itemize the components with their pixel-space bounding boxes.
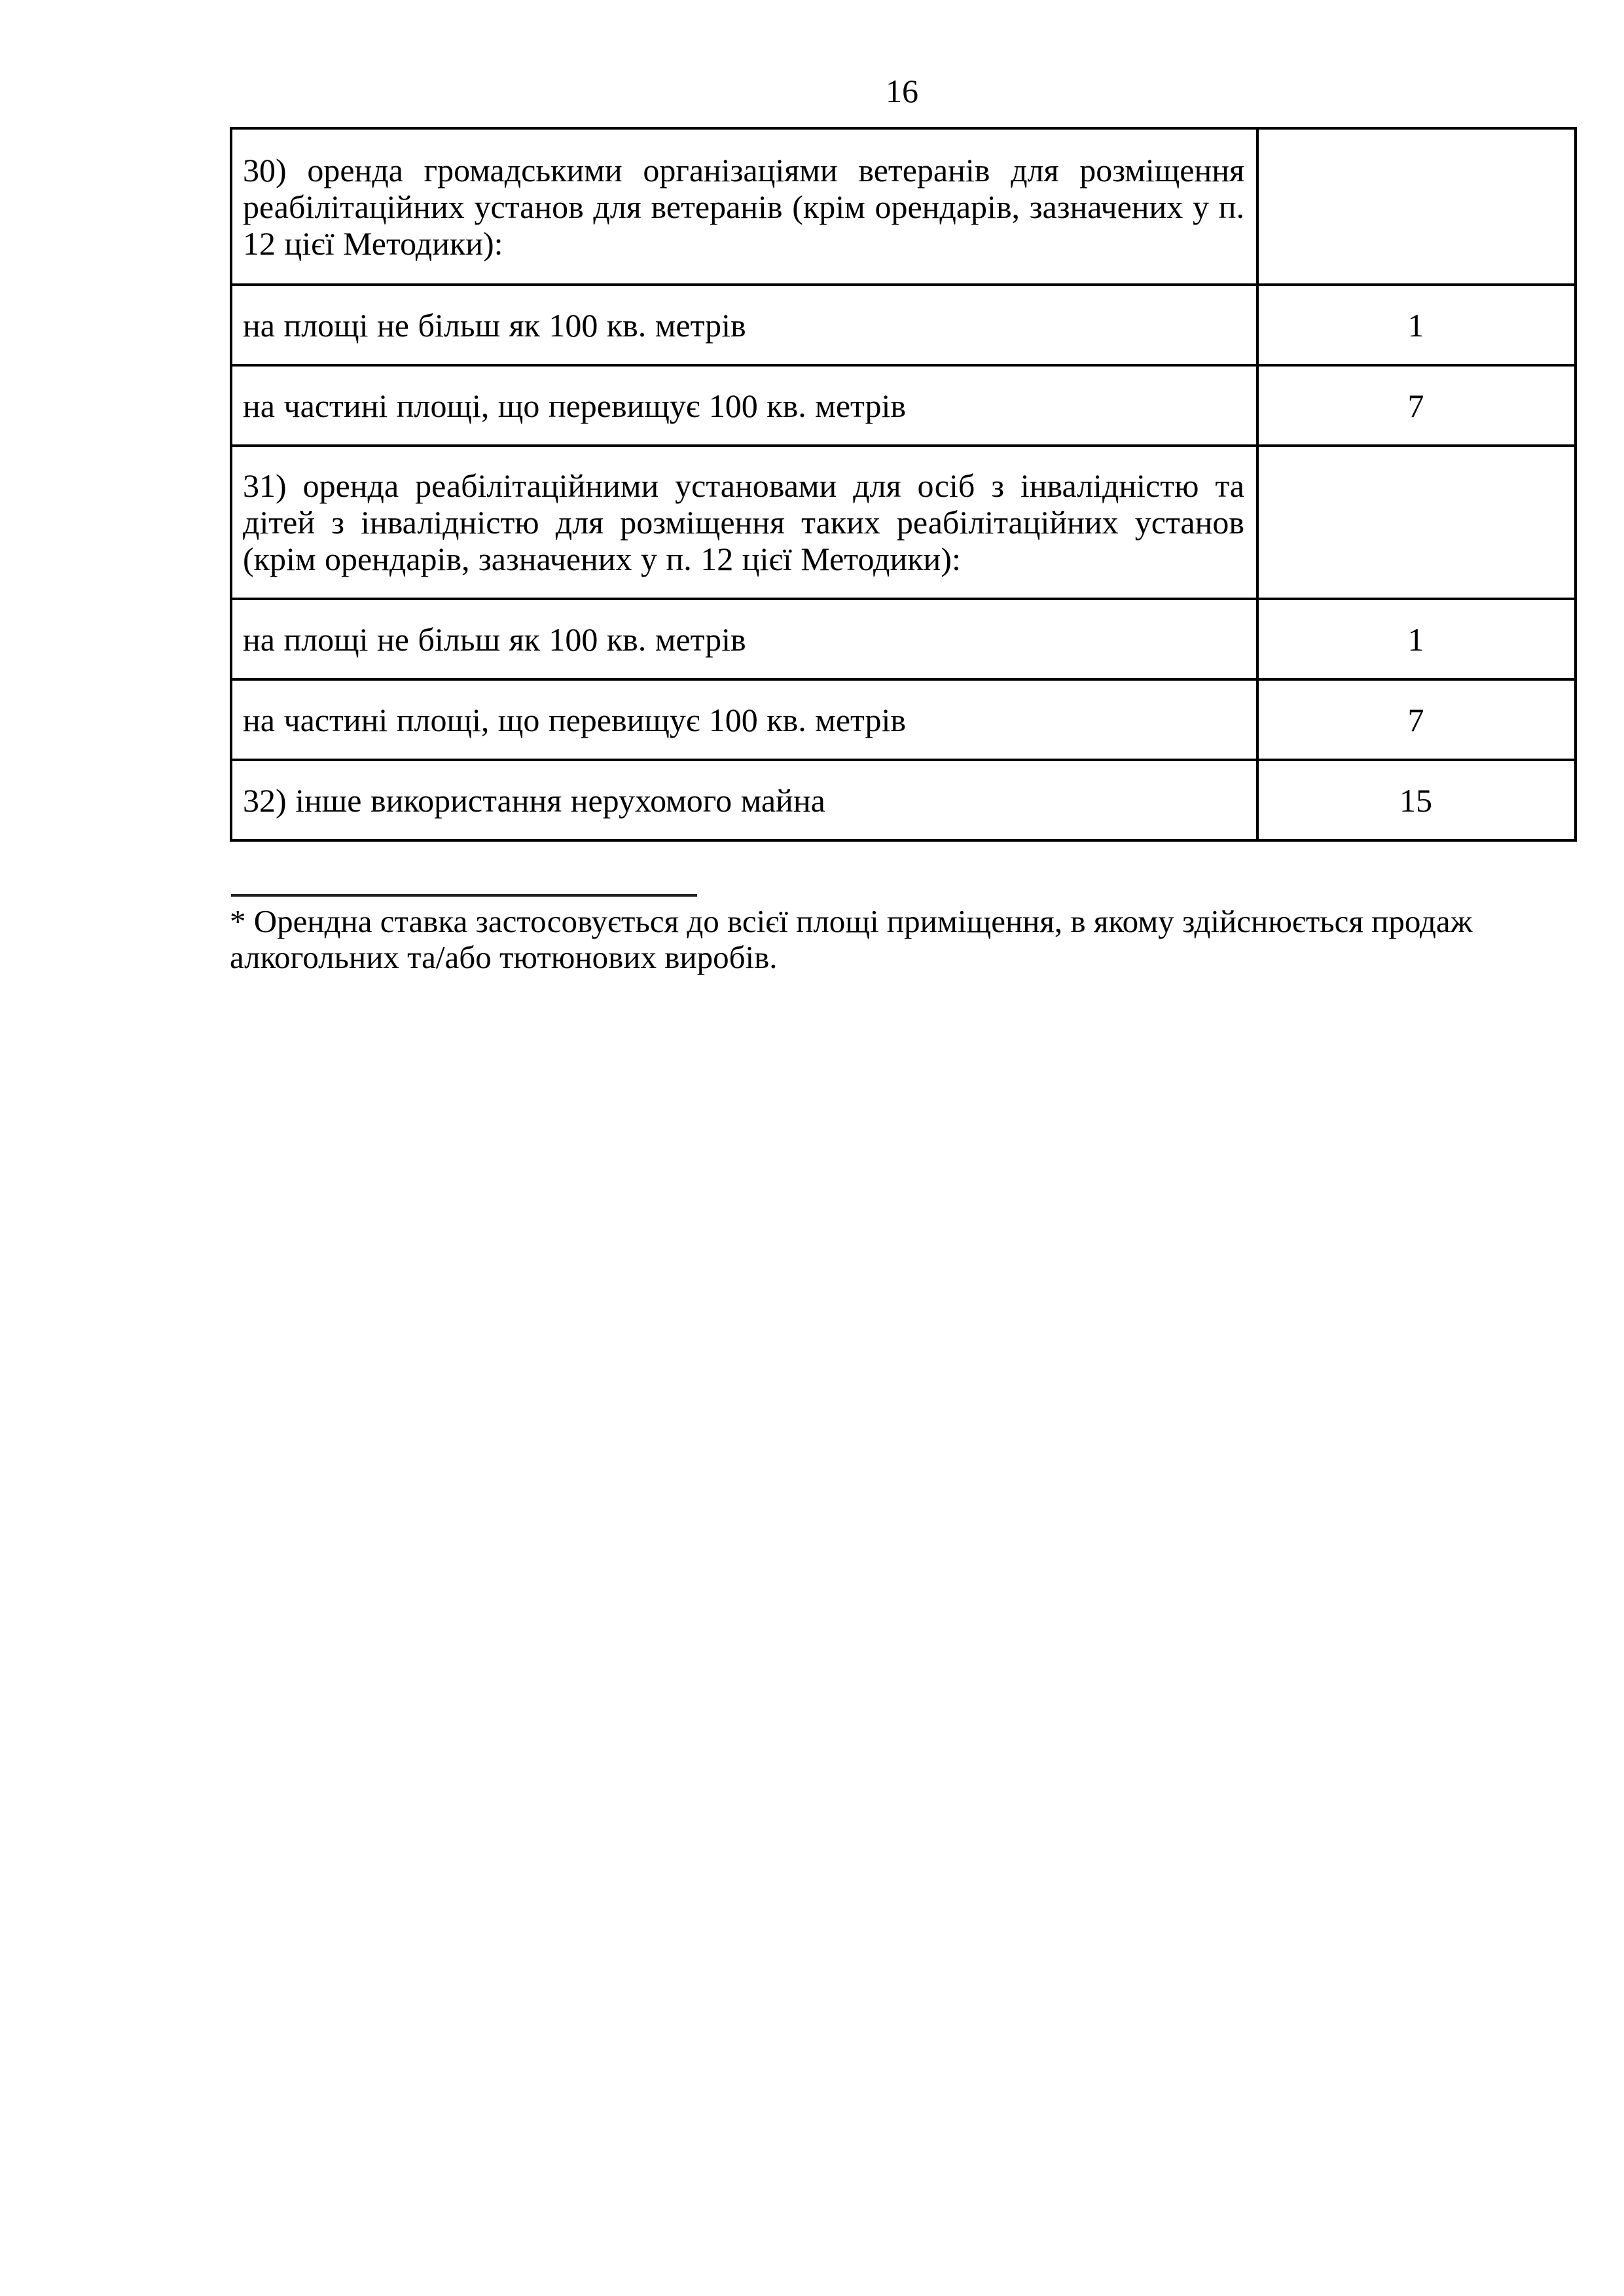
rate-value-cell: 7 [1257,679,1576,760]
rate-value-cell: 1 [1257,285,1576,365]
footnote-separator-line [231,894,697,897]
table-row-item-32 [231,760,1576,840]
usage-label-cell: 31) оренда реабілітаційними установами для осіб з інвалідністю та дітей з інвалідністю для розміщення таких реабілітаційних установ (крім орендарів, зазначених у п. 12 цієї Методики): [231,446,1257,599]
table-row-area-over-100 [231,679,1576,760]
page-number: 16 [886,73,918,109]
table-row-area-over-100 [231,365,1576,446]
usage-label-cell: на площі не більш як 100 кв. метрів [231,599,1257,679]
usage-label-cell: 32) інше використання нерухомого майна [231,760,1257,840]
rate-table-body [231,128,1576,840]
table-row-item-30 [231,128,1576,285]
table-row-area-up-to-100 [231,599,1576,679]
rental-rate-table [230,127,1577,842]
footnote-text: * Орендна ставка застосовується до всієї площі приміщення, в якому здійснюється продаж алкогольних та/або тютюнових виробів. [230,903,1473,975]
usage-label-cell: 30) оренда громадськими організаціями ветеранів для розміщення реабілітаційних установ для ветеранів (крім орендарів, зазначених у п. 12 цієї Методики): [231,128,1257,285]
rate-value-cell [1257,128,1576,285]
rate-value-cell: 15 [1257,760,1576,840]
usage-label-cell: на частині площі, що перевищує 100 кв. метрів [231,365,1257,446]
usage-label-cell: на площі не більш як 100 кв. метрів [231,285,1257,365]
rate-value-cell [1257,446,1576,599]
usage-label-cell: на частині площі, що перевищує 100 кв. метрів [231,679,1257,760]
rate-value-cell: 1 [1257,599,1576,679]
table-row-item-31 [231,446,1576,599]
rate-value-cell: 7 [1257,365,1576,446]
table-row-area-up-to-100 [231,285,1576,365]
